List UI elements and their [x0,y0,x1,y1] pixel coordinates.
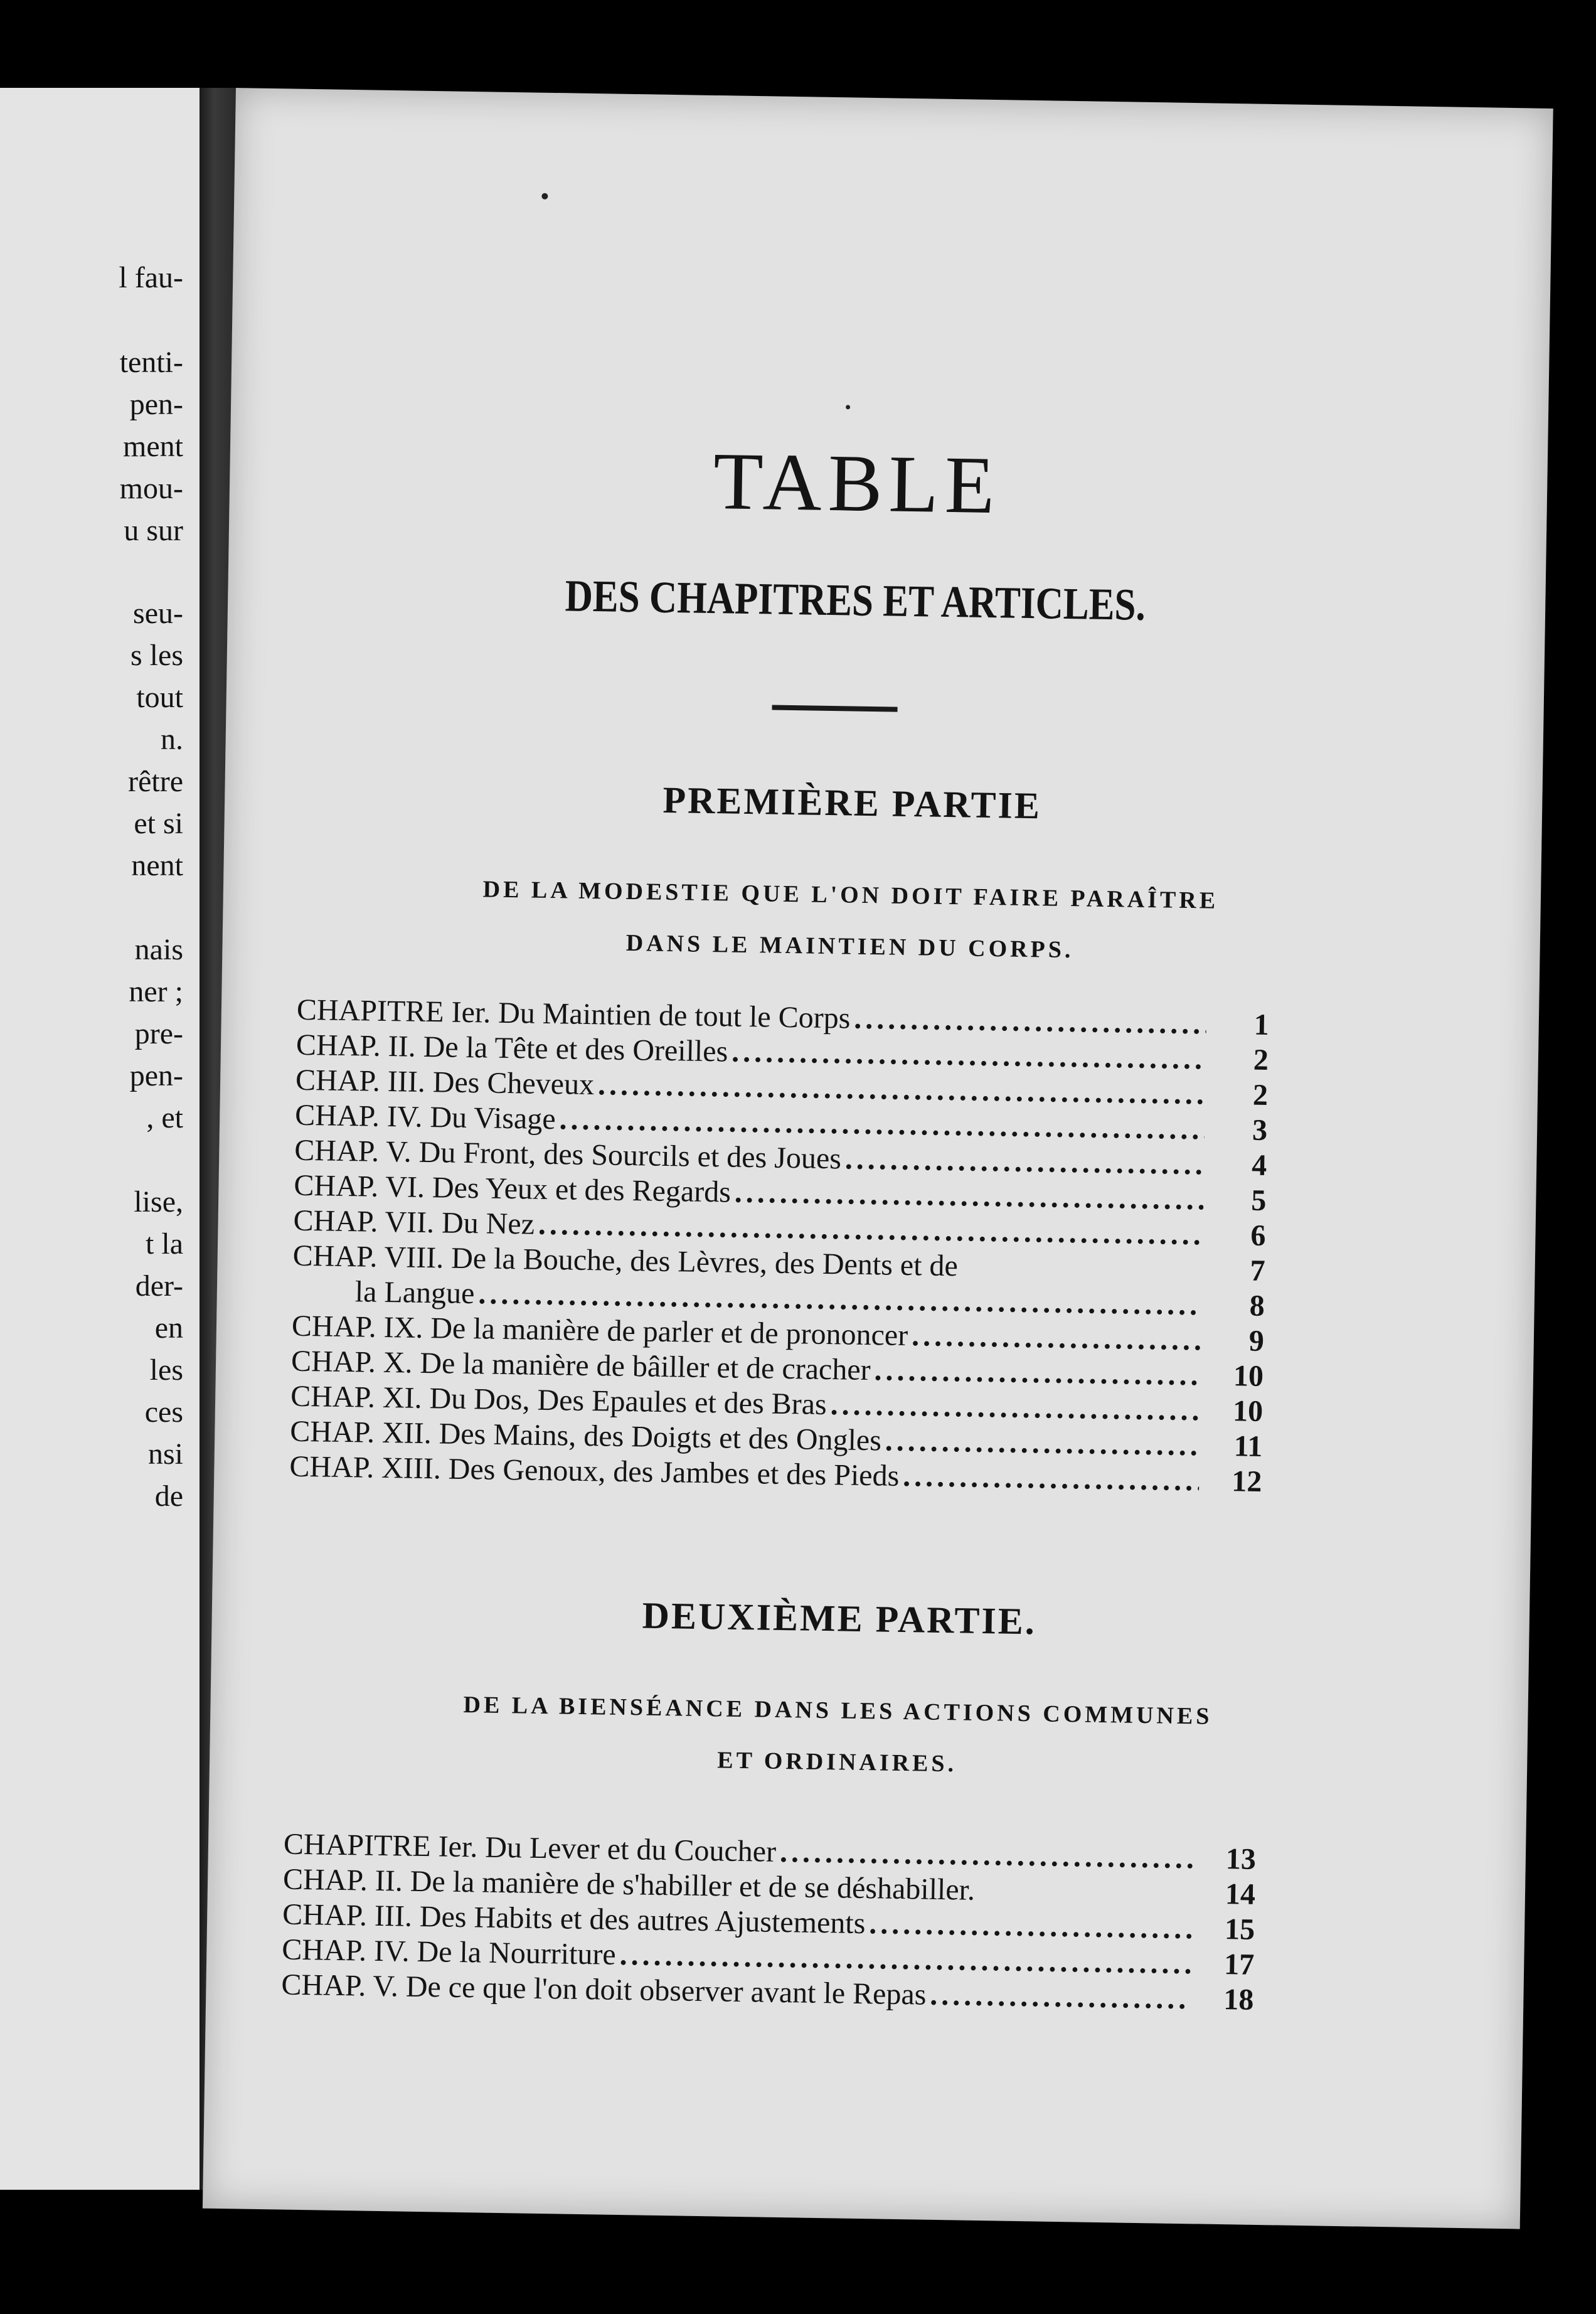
toc-page-number: 11 [1233,1429,1263,1463]
left-text-line: en [154,1311,183,1345]
left-text-line: t la [146,1227,183,1261]
toc-page-number: 14 [1225,1877,1256,1911]
toc-page-number: 10 [1232,1394,1264,1428]
print-speck [846,405,850,409]
toc-entry-label: CHAP. II. De la Tête et des Oreilles [295,1028,728,1069]
left-text-line: pen- [129,1059,183,1092]
toc-page-number: 12 [1231,1464,1262,1498]
part-two-subtitle-line1: DE LA BIENSÉANCE DANS LES ACTIONS COMMUNES [463,1692,1213,1730]
part-one-subtitle-line2: DANS LE MAINTIEN DU CORPS. [625,929,1074,964]
leader-dots [826,1387,1200,1427]
toc-entry-label: CHAP. VI. Des Yeux et des Regards [294,1168,732,1209]
left-text-line: de [154,1480,183,1513]
left-text-line: les [149,1353,183,1387]
toc-page-number: 2 [1252,1078,1269,1112]
toc-page-number: 9 [1248,1324,1265,1358]
toc-page-number: 3 [1252,1113,1268,1148]
toc-entry-label: CHAP. III. Des Cheveux [295,1063,595,1102]
left-text-line: nais [134,933,183,966]
left-text-line: nent [131,849,183,882]
left-text-line: seu- [133,597,183,630]
toc-entry-label: la Langue [354,1275,475,1311]
toc-entry-label: CHAP. IV. Du Visage [294,1098,556,1136]
left-text-line: s les [130,639,183,672]
print-speck [541,193,548,200]
toc-entry-label: CHAP. VIII. De la Bouche, des Lèvres, des Dents et de [292,1239,959,1283]
toc-entry-label: CHAP. XII. Des Mains, des Doigts et des Ongles [289,1414,882,1458]
toc-entry-label: CHAP. IV. De la Nourriture [281,1933,617,1971]
toc-entry-label: CHAP. XIII. Des Genoux, des Jambes et des Pieds [289,1449,900,1493]
left-text-line: ment [123,430,183,463]
toc-page-number: 7 [1250,1254,1266,1288]
leader-dots [865,1906,1193,1946]
leader-dots [776,1835,1194,1875]
toc-page-number: 15 [1224,1912,1255,1946]
left-text-line: mou- [119,472,183,505]
left-text-line: rêtre [128,765,183,798]
part-two-subtitle-line2: ET ORDINAIRES. [716,1747,957,1778]
leader-dots [850,1001,1206,1042]
left-text-line: ces [144,1395,183,1429]
toc-page-number: 17 [1223,1948,1255,1981]
part-two-contents [281,1827,1256,2018]
toc-entry-label: CHAPITRE Ier. Du Lever et du Coucher [283,1827,777,1869]
toc-page-number: 10 [1233,1359,1264,1393]
left-text-line: n. [161,723,183,756]
toc-entry-label: CHAP. V. De ce que l'on doit observer avant le Repas [281,1968,927,2012]
leader-dots [870,1353,1201,1392]
leader-dots [958,1276,1203,1279]
leader-dots [899,1459,1200,1498]
page-title: TABLE [712,436,1002,531]
toc-entry-label: CHAP. II. De la manière de s'habiller et de se déshabiller. [282,1862,976,1907]
toc-page-number: 6 [1250,1218,1266,1253]
title-rule [772,705,898,712]
leader-dots [975,1900,1193,1903]
left-text-line: , et [146,1101,183,1134]
page-subtitle: DES CHAPITRES ET ARTICLES. [565,570,1146,630]
leader-dots [908,1318,1202,1357]
toc-page-number: 5 [1250,1183,1267,1218]
left-text-line: l fau- [119,261,183,294]
left-text-line: tenti- [119,346,183,379]
leader-dots [841,1141,1205,1181]
left-text-line: der- [135,1269,183,1303]
left-facing-page [0,88,203,2190]
toc-page-number: 8 [1249,1289,1265,1323]
left-text-line: pre- [134,1017,183,1050]
left-text-line: lise, [134,1185,183,1218]
left-text-line: nsi [147,1437,183,1471]
toc-page-number: 1 [1253,1008,1270,1042]
part-one-contents [289,993,1269,1500]
toc-entry-label: CHAP. III. Des Habits et des autres Ajustements [282,1897,866,1941]
leader-dots [881,1423,1200,1463]
toc-entry-label: CHAP. IX. De la manière de parler et de prononcer [291,1309,908,1353]
left-text-line: et si [134,807,183,840]
toc-page-number: 18 [1223,1983,1254,2017]
toc-entry-label: CHAP. XI. Du Dos, Des Epaules et des Bras [290,1379,827,1422]
part-two-heading: DEUXIÈME PARTIE. [642,1594,1037,1643]
toc-page-number: 2 [1253,1043,1269,1077]
left-text-line: u sur [124,514,183,547]
toc-entry-label: CHAP. V. Du Front, des Sourcils et des Joues [294,1133,842,1176]
left-text-line: tout [136,681,183,714]
toc-page-number: 4 [1251,1148,1267,1183]
left-text-line: pen- [129,388,183,421]
toc-entry-label: CHAP. VII. Du Nez [293,1203,535,1241]
table-of-contents-page [203,88,1553,2229]
left-text-line: ner ; [129,975,183,1008]
part-one-heading: PREMIÈRE PARTIE [662,779,1042,827]
part-one-subtitle-line1: DE LA MODESTIE QUE L'ON DOIT FAIRE PARAÎTRE [482,876,1219,914]
toc-entry-label: CHAPITRE Ier. Du Maintien de tout le Corps [296,993,851,1035]
toc-page-number: 13 [1225,1842,1257,1876]
toc-entry-label: CHAP. X. De la manière de bâiller et de cracher [290,1344,871,1387]
leader-dots [926,1978,1191,2017]
